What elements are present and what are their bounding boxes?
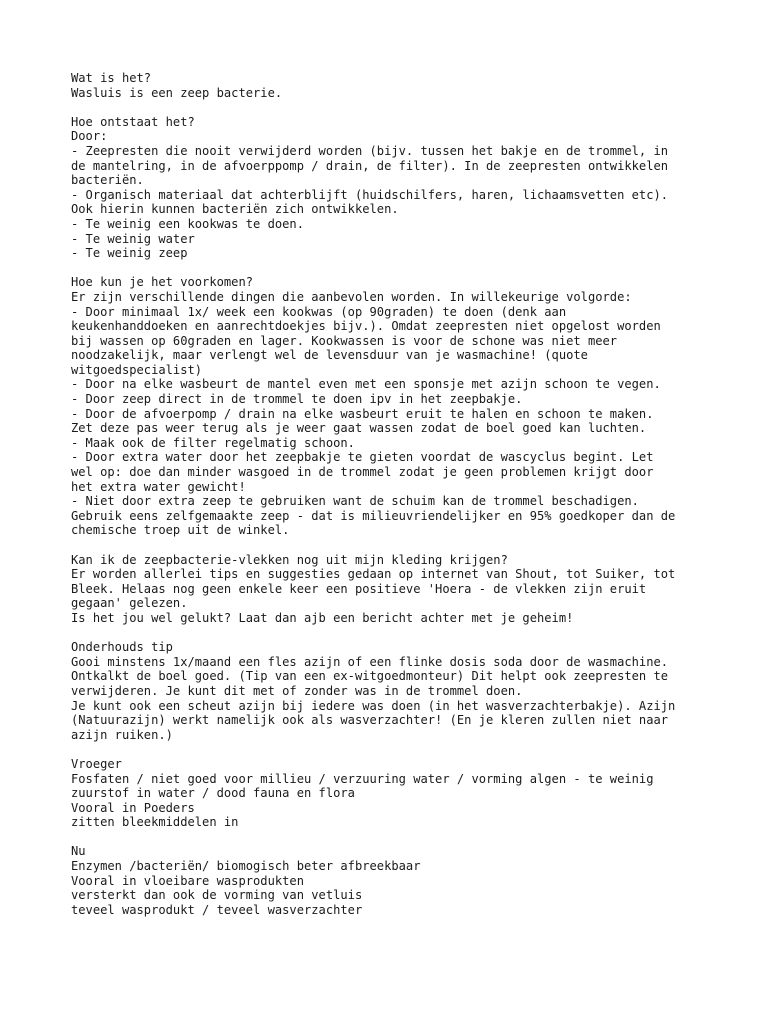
text-line: - Maak ook de filter regelmatig schoon. (71, 435, 355, 450)
text-line: bij wassen op 60graden en lager. Kookwassen is voor de schone was niet meer (71, 333, 618, 348)
text-line: Er zijn verschillende dingen die aanbevolen worden. In willekeurige volgorde: (71, 289, 632, 304)
text-line: keukenhanddoeken en aanrechtdoekjes bijv.). Omdat zeepresten niet opgelost worden (71, 319, 661, 334)
text-line: - Organisch materiaal dat achterblijft (huidschilfers, haren, lichaamsvetten etc). (71, 187, 669, 202)
text-line: versterkt dan ook de vorming van vetluis (71, 888, 363, 903)
text-line: - Door na elke wasbeurt de mantel even met een sponsje met azijn schoon te vegen. (71, 377, 661, 392)
text-line: Hoe ontstaat het? (71, 114, 195, 129)
document-page (71, 71, 711, 932)
text-line: Nu (71, 844, 86, 859)
text-line: bacteriën. (71, 173, 144, 188)
text-line: Ontkalkt de boel goed. (Tip van een ex-witgoedmonteur) Dit helpt ook zeepresten te (71, 669, 669, 684)
text-line: gegaan' gelezen. (71, 596, 188, 611)
text-line: witgoedspecialist) (71, 362, 203, 377)
text-line: Is het jou wel gelukt? Laat dan ajb een bericht achter met je geheim! (71, 610, 574, 625)
text-line: het extra water gewicht! (71, 479, 246, 494)
text-line: azijn ruiken.) (71, 727, 173, 742)
text-line: Bleek. Helaas nog geen enkele keer een positieve 'Hoera - de vlekken zijn eruit (71, 581, 647, 596)
text-line: teveel wasprodukt / teveel wasverzachter (71, 902, 363, 917)
text-line: - Zeepresten die nooit verwijderd worden (bijv. tussen het bakje en de trommel, in (71, 143, 669, 158)
text-line: Er worden allerlei tips en suggesties gedaan op internet van Shout, tot Suiker, tot (71, 567, 676, 582)
text-line: verwijderen. Je kunt dit met of zonder was in de trommel doen. (71, 683, 523, 698)
text-line: Wat is het? (71, 71, 152, 85)
text-line: Zet deze pas weer terug als je weer gaat wassen zodat de boel goed kan luchten. (71, 421, 647, 436)
text-section (71, 71, 711, 100)
text-line: - Door de afvoerpomp / drain na elke wasbeurt eruit te halen en schoon te maken. (71, 406, 654, 421)
text-section (71, 275, 711, 538)
text-section (71, 844, 711, 917)
text-line: wel op: doe dan minder wasgoed in de trommel zodat je geen problemen krijgt door (71, 465, 654, 480)
text-line: zitten bleekmiddelen in (71, 815, 239, 830)
text-line: Gebruik eens zelfgemaakte zeep - dat is milieuvriendelijker en 95% goedkoper dan de (71, 508, 676, 523)
text-line: - Te weinig zeep (71, 246, 188, 261)
text-line: Door: (71, 129, 108, 144)
text-line: - Door zeep direct in de trommel te doen ipv in het zeepbakje. (71, 392, 523, 407)
text-line: Fosfaten / niet goed voor millieu / verzuuring water / vorming algen - te weinig (71, 771, 654, 786)
text-line: (Natuurazijn) werkt namelijk ook als wasverzachter! (En je kleren zullen niet naar (71, 713, 669, 728)
text-line: Enzymen /bacteriën/ biomogisch beter afbreekbaar (71, 859, 421, 874)
text-line: Ook hierin kunnen bacteriën zich ontwikkelen. (71, 202, 399, 217)
text-line: chemische troep uit de winkel. (71, 523, 290, 538)
text-line: Vooral in vloeibare wasprodukten (71, 873, 304, 888)
text-line: - Door minimaal 1x/ week een kookwas (op 90graden) te doen (denk aan (71, 304, 567, 319)
text-section (71, 115, 711, 261)
text-line: noodzakelijk, maar verlengt wel de levensduur van je wasmachine! (quote (71, 348, 588, 363)
text-section (71, 757, 711, 830)
text-line: - Te weinig een kookwas te doen. (71, 216, 304, 231)
text-line: Wasluis is een zeep bacterie. (71, 85, 283, 100)
text-line: Vooral in Poeders (71, 800, 195, 815)
text-line: - Te weinig water (71, 231, 195, 246)
text-section (71, 640, 711, 742)
text-line: - Niet door extra zeep te gebruiken want de schuim kan de trommel beschadigen. (71, 494, 639, 509)
text-line: Gooi minstens 1x/maand een fles azijn of een flinke dosis soda door de wasmachine. (71, 654, 669, 669)
text-line: Je kunt ook een scheut azijn bij iedere was doen (in het wasverzachterbakje). Azijn (71, 698, 676, 713)
text-line: Onderhouds tip (71, 640, 173, 655)
text-line: Vroeger (71, 756, 122, 771)
text-line: de mantelring, in de afvoerppomp / drain, de filter). In de zeepresten ontwikkelen (71, 158, 669, 173)
text-section (71, 553, 711, 626)
text-line: - Door extra water door het zeepbakje te gieten voordat de wascyclus begint. Let (71, 450, 654, 465)
text-line: zuurstof in water / dood fauna en flora (71, 786, 355, 801)
text-line: Kan ik de zeepbacterie-vlekken nog uit mijn kleding krijgen? (71, 552, 508, 567)
text-line: Hoe kun je het voorkomen? (71, 275, 254, 290)
